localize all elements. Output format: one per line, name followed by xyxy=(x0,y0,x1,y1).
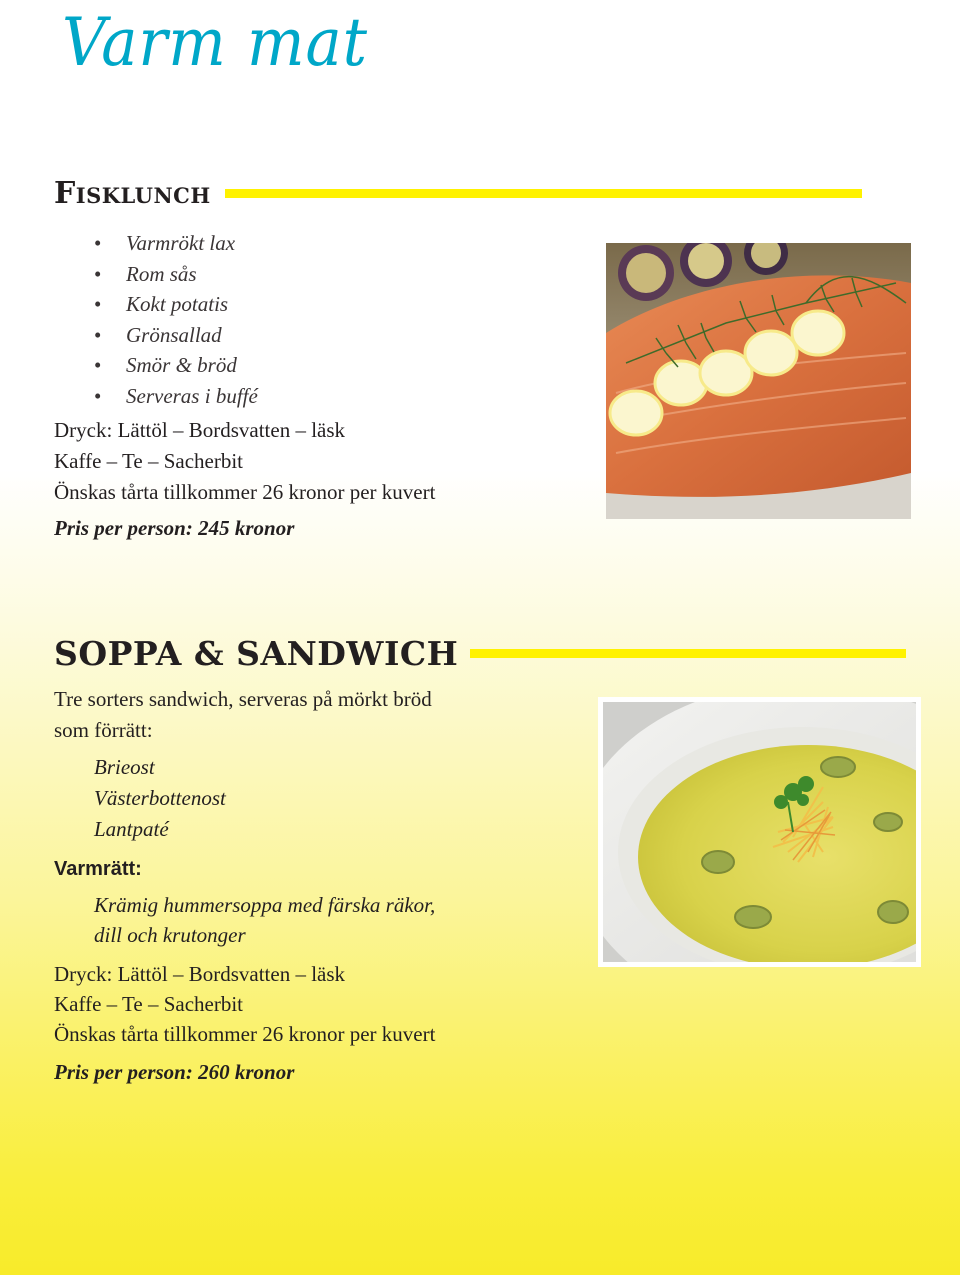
heading-rule xyxy=(470,649,906,658)
sandwich-item: Brieost xyxy=(94,755,155,779)
soppa-heading: SOPPA & SANDWICH xyxy=(54,634,459,673)
list-item: • Varmrökt lax xyxy=(94,228,258,259)
list-item: • Smör & bröd xyxy=(94,350,258,381)
soppa-intro-line2: som förrätt: xyxy=(54,718,153,742)
sandwich-item: Lantpaté xyxy=(94,817,169,841)
soppa-coffee: Kaffe – Te – Sacherbit xyxy=(54,992,244,1016)
main-course-line1: Krämig hummersoppa med färska räkor, xyxy=(94,893,436,917)
soppa-drinks: Dryck: Lättöl – Bordsvatten – läsk xyxy=(54,962,346,986)
soppa-intro-line1: Tre sorters sandwich, serveras på mörkt bröd xyxy=(54,687,432,711)
main-course-label: Varmrätt: xyxy=(54,858,142,880)
smoked-salmon-photo xyxy=(606,243,911,519)
heading-rule xyxy=(225,189,862,198)
fisklunch-menu-list xyxy=(94,228,258,411)
fisklunch-coffee: Kaffe – Te – Sacherbit xyxy=(54,449,244,473)
list-item: • Rom sås xyxy=(94,259,258,290)
soppa-header xyxy=(54,634,906,673)
list-item: • Serveras i buffé xyxy=(94,381,258,412)
list-item: • Grönsallad xyxy=(94,320,258,351)
soppa-cake-note: Önskas tårta tillkommer 26 kronor per kuvert xyxy=(54,1022,436,1046)
page-title: Varm mat xyxy=(62,4,368,81)
fisklunch-cake-note: Önskas tårta tillkommer 26 kronor per kuvert xyxy=(54,480,436,504)
main-course-line2: dill och krutonger xyxy=(94,923,246,947)
fisklunch-header xyxy=(54,176,862,211)
sandwich-item: Västerbottenost xyxy=(94,786,226,810)
lobster-soup-photo-frame xyxy=(598,697,921,967)
lobster-soup-photo xyxy=(603,702,916,962)
list-item: • Kokt potatis xyxy=(94,289,258,320)
fisklunch-price: Pris per person: 245 kronor xyxy=(54,516,295,540)
soppa-price: Pris per person: 260 kronor xyxy=(54,1060,295,1084)
fisklunch-drinks: Dryck: Lättöl – Bordsvatten – läsk xyxy=(54,418,346,442)
fisklunch-heading: Fisklunch xyxy=(54,176,211,211)
